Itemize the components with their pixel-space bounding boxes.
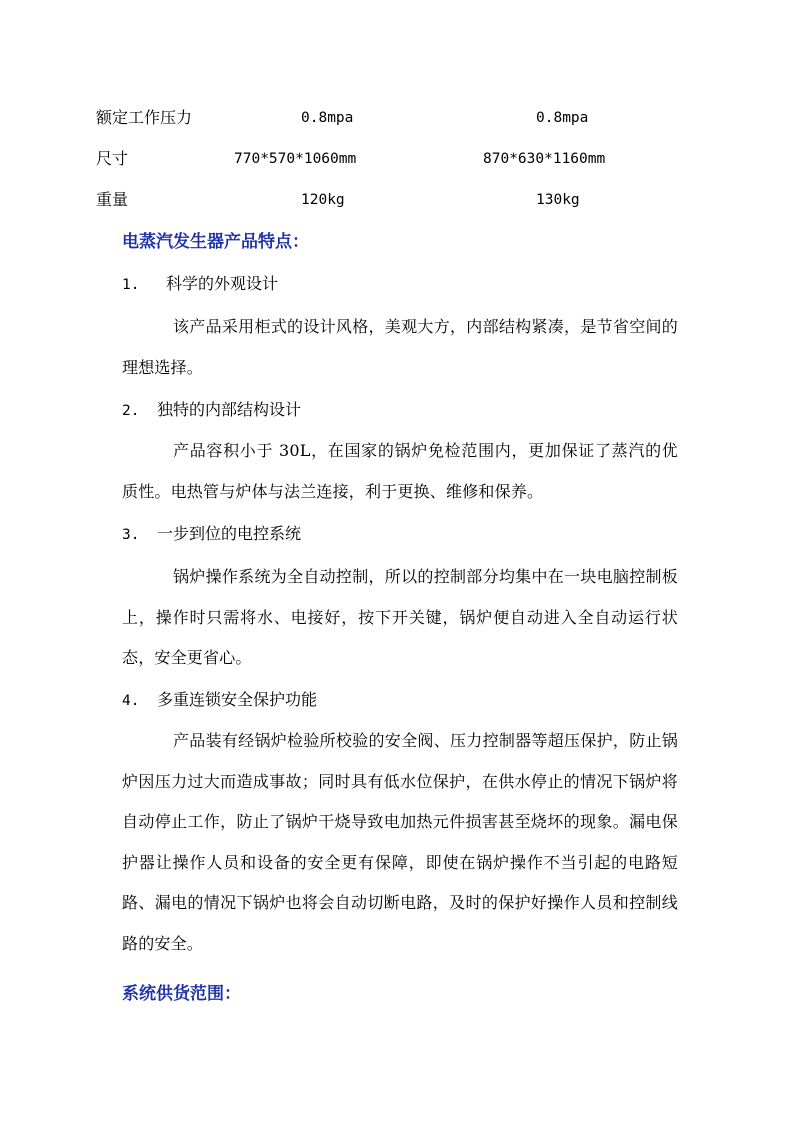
spec-value-model-2: 130kg	[536, 192, 580, 208]
feature-item-4	[122, 685, 317, 716]
feature-body-4: 产品装有经锅炉检验所校验的安全阀、压力控制器等超压保护，防止锅炉因压力过大而造成事故；同时具有低水位保护，在供水停止的情况下锅炉将自动停止工作，防止了锅炉干烧导致电加热元件损害甚至烧坏的现象。漏电保护器让操作人员和设备的安全更有保障，即使在锅炉操作不当引起的电路短路、漏电的情况下锅炉也将会自动切断电路，及时的保护好操作人员和控制线路的安全。	[122, 731, 678, 953]
spec-label: 重量	[96, 190, 129, 209]
spec-value-model-1: 0.8mpa	[301, 110, 354, 126]
spec-row-weight	[96, 185, 716, 215]
spec-value-model-2: 0.8mpa	[536, 110, 589, 126]
feature-number: 4.	[122, 693, 140, 709]
feature-item-2	[122, 395, 301, 426]
spec-label: 额定工作压力	[96, 108, 193, 127]
feature-title: 独特的内部结构设计	[157, 400, 302, 419]
feature-number: 1.	[122, 277, 140, 293]
features-heading: 电蒸汽发生器产品特点：	[122, 232, 309, 252]
spec-value-model-1: 120kg	[301, 192, 345, 208]
spec-label: 尺寸	[96, 149, 129, 168]
feature-item-1	[122, 269, 278, 300]
spec-value-model-2: 870*630*1160mm	[483, 151, 606, 167]
feature-number: 3.	[122, 527, 140, 543]
feature-number: 2.	[122, 403, 140, 419]
feature-body-1: 该产品采用柜式的设计风格，美观大方，内部结构紧凑，是节省空间的理想选择。	[122, 317, 678, 377]
feature-body-3: 锅炉操作系统为全自动控制，所以的控制部分均集中在一块电脑控制板上，操作时只需将水、电接好，按下开关键，锅炉便自动进入全自动运行状态，安全更省心。	[122, 567, 678, 667]
spec-row-dimensions	[96, 144, 716, 174]
feature-body-2: 产品容积小于 30L，在国家的锅炉免检范围内，更加保证了蒸汽的优质性。电热管与炉体与法兰连接，利于更换、维修和保养。	[122, 441, 678, 501]
feature-item-3	[122, 519, 301, 550]
feature-title: 一步到位的电控系统	[157, 524, 302, 543]
spec-value-model-1: 770*570*1060mm	[234, 151, 357, 167]
supply-scope-heading: 系统供货范围：	[122, 984, 241, 1004]
feature-title: 多重连锁安全保护功能	[157, 690, 318, 709]
spec-row-pressure	[96, 103, 716, 133]
feature-title: 科学的外观设计	[166, 274, 279, 293]
